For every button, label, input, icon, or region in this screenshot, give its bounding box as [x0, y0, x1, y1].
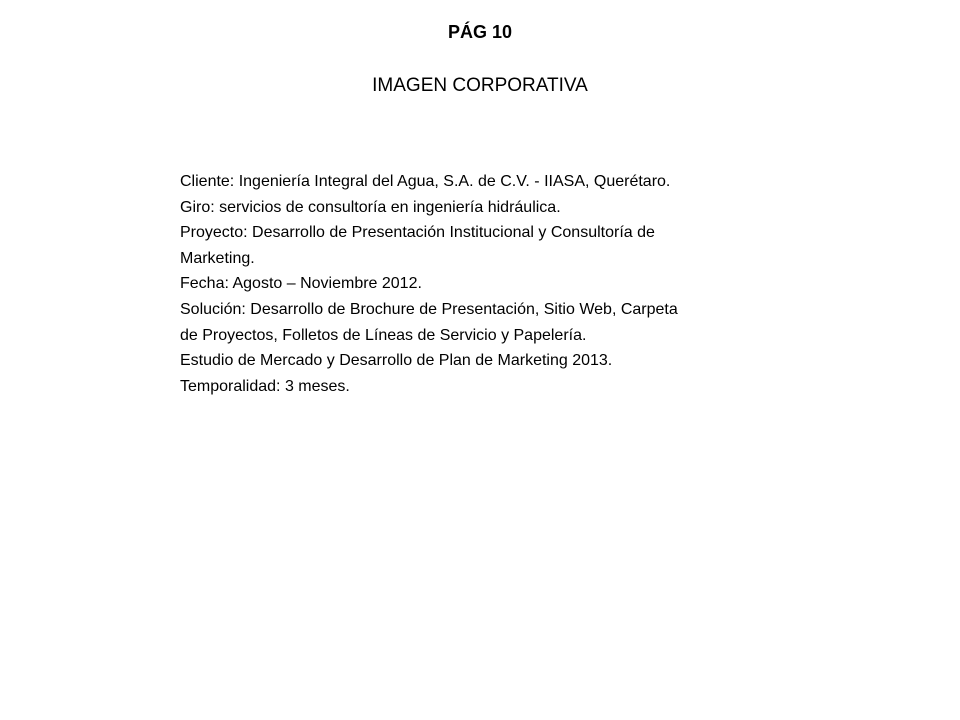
solution-line: Solución: Desarrollo de Brochure de Presentación, Sitio Web, Carpeta: [180, 300, 678, 318]
client-line: Cliente: Ingeniería Integral del Agua, S.A. de C.V. - IIASA, Querétaro.: [180, 173, 671, 190]
industry-line: Giro: servicios de consultoría en ingeniería hidráulica.: [180, 198, 561, 216]
slide-title: IMAGEN CORPORATIVA: [372, 75, 588, 96]
duration-line: Temporalidad: 3 meses.: [180, 377, 350, 395]
project-line: Proyecto: Desarrollo de Presentación Institucional y Consultoría de: [180, 224, 655, 242]
page-number: PÁG 10: [447, 22, 513, 42]
project-line-continued: Marketing.: [180, 249, 255, 267]
date-line: Fecha: Agosto – Noviembre 2012.: [180, 275, 422, 293]
project-details: [180, 169, 790, 399]
solution-line-continued: de Proyectos, Folletos de Líneas de Servicio y Papelería.: [180, 326, 587, 344]
market-study-line: Estudio de Mercado y Desarrollo de Plan de Marketing 2013.: [180, 352, 613, 370]
